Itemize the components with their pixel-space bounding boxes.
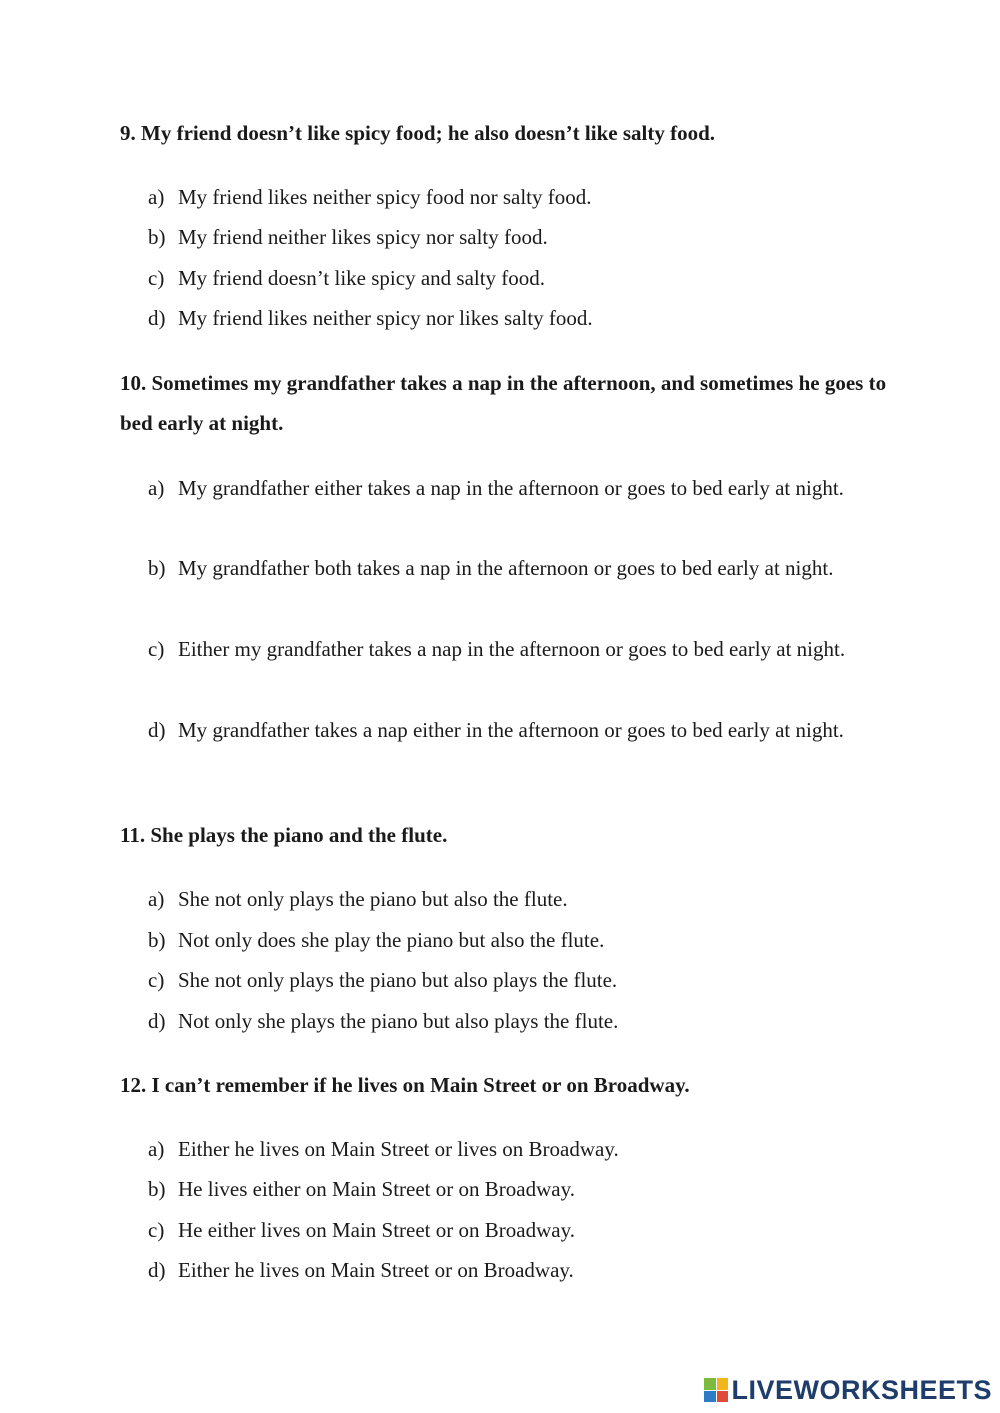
question-11-option-b[interactable] bbox=[148, 920, 878, 961]
option-text: He either lives on Main Street or on Broadway. bbox=[178, 1218, 575, 1242]
question-10-prompt: 10. Sometimes my grandfather takes a nap in the afternoon, and sometimes he goes to bed early at night. bbox=[120, 371, 887, 435]
option-letter: a) bbox=[148, 185, 165, 209]
question-9-option-a[interactable] bbox=[148, 177, 878, 218]
option-text: Not only she plays the piano but also plays the flute. bbox=[178, 1009, 619, 1033]
liveworksheets-logo bbox=[704, 1375, 992, 1405]
question-9-option-c[interactable] bbox=[148, 258, 878, 299]
option-letter: d) bbox=[148, 718, 166, 742]
question-10-option-d[interactable] bbox=[148, 710, 878, 751]
option-text: My grandfather both takes a nap in the afternoon or goes to bed early at night. bbox=[178, 556, 834, 580]
question-12-option-a[interactable] bbox=[148, 1129, 878, 1170]
question-12-option-d[interactable] bbox=[148, 1250, 878, 1291]
option-text: My friend neither likes spicy nor salty food. bbox=[178, 225, 548, 249]
option-letter: a) bbox=[148, 476, 165, 500]
option-text: Either he lives on Main Street or lives on Broadway. bbox=[178, 1137, 619, 1161]
option-letter: d) bbox=[148, 1009, 166, 1033]
liveworksheets-logo-icon bbox=[704, 1378, 728, 1402]
question-11-prompt: 11. She plays the piano and the flute. bbox=[120, 823, 448, 847]
logo-square-yellow bbox=[717, 1378, 729, 1390]
option-text: Not only does she play the piano but also the flute. bbox=[178, 928, 605, 952]
option-letter: c) bbox=[148, 968, 165, 992]
liveworksheets-logo-text: LIVEWORKSHEETS bbox=[731, 1374, 992, 1405]
option-text: My grandfather either takes a nap in the afternoon or goes to bed early at night. bbox=[178, 476, 844, 500]
question-11-option-c[interactable] bbox=[148, 960, 878, 1001]
option-text: Either he lives on Main Street or on Broadway. bbox=[178, 1258, 574, 1282]
option-text: Either my grandfather takes a nap in the afternoon or goes to bed early at night. bbox=[178, 637, 846, 661]
option-text: My friend likes neither spicy food nor salty food. bbox=[178, 185, 592, 209]
question-9-option-b[interactable] bbox=[148, 217, 878, 258]
option-letter: b) bbox=[148, 928, 166, 952]
logo-square-green bbox=[704, 1378, 716, 1390]
logo-square-blue bbox=[704, 1391, 716, 1403]
option-letter: c) bbox=[148, 1218, 165, 1242]
question-10-option-c[interactable] bbox=[148, 629, 878, 670]
question-12-option-b[interactable] bbox=[148, 1169, 878, 1210]
question-11-option-d[interactable] bbox=[148, 1001, 878, 1042]
option-letter: a) bbox=[148, 1137, 165, 1161]
option-text: She not only plays the piano but also plays the flute. bbox=[178, 968, 618, 992]
question-10-option-b[interactable] bbox=[148, 548, 878, 589]
question-9-option-d[interactable] bbox=[148, 298, 878, 339]
option-text: My friend likes neither spicy nor likes salty food. bbox=[178, 306, 593, 330]
option-letter: b) bbox=[148, 225, 166, 249]
option-letter: c) bbox=[148, 637, 165, 661]
option-letter: d) bbox=[148, 1258, 166, 1282]
option-letter: d) bbox=[148, 306, 166, 330]
option-letter: b) bbox=[148, 1177, 166, 1201]
question-10-option-a[interactable] bbox=[148, 468, 878, 509]
option-letter: a) bbox=[148, 887, 165, 911]
option-text: My friend doesn’t like spicy and salty food. bbox=[178, 266, 546, 290]
option-text: He lives either on Main Street or on Broadway. bbox=[178, 1177, 575, 1201]
logo-square-red bbox=[717, 1391, 729, 1403]
question-12-prompt: 12. I can’t remember if he lives on Main Street or on Broadway. bbox=[120, 1073, 690, 1097]
option-letter: c) bbox=[148, 266, 165, 290]
question-12-option-c[interactable] bbox=[148, 1210, 878, 1251]
question-9-prompt: 9. My friend doesn’t like spicy food; he also doesn’t like salty food. bbox=[120, 121, 716, 145]
option-letter: b) bbox=[148, 556, 166, 580]
option-text: My grandfather takes a nap either in the afternoon or goes to bed early at night. bbox=[178, 718, 844, 742]
option-text: She not only plays the piano but also the flute. bbox=[178, 887, 568, 911]
question-11-option-a[interactable] bbox=[148, 879, 878, 920]
